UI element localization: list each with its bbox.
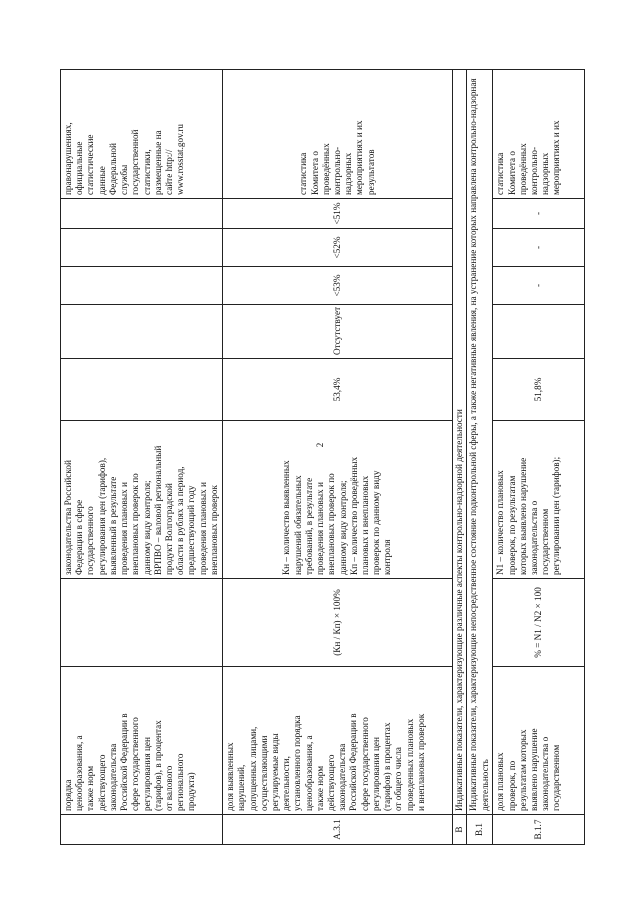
cell-top-v7	[61, 267, 223, 305]
cell-a31-v8: <52%	[223, 229, 453, 267]
cell-a31-code: А.3.1	[223, 815, 453, 845]
cell-a31-formula: (Кн / Кп) × 100%	[223, 579, 453, 667]
cell-b17-v9: -	[493, 199, 585, 229]
table-row-b17	[493, 70, 585, 845]
cell-top-formula	[61, 579, 223, 667]
rotated-table-container	[60, 70, 574, 845]
cell-top-source: правонарушениях, официальные статистические данные Федеральной службы государственной статистики, размещенные на сайте http:// www.rosstat.gov.ru	[61, 70, 223, 199]
cell-b17-v7: -	[493, 267, 585, 305]
cell-top-v9	[61, 199, 223, 229]
cell-b-text: Индикативные показатели, характеризующие различные аспекты контрольно-надзорной деятельности	[453, 70, 467, 815]
cell-top-v8	[61, 229, 223, 267]
cell-b-code: В	[453, 815, 467, 845]
cell-top-name: порядка ценообразования, а также норм действующего законодательства Российской Федерации в сфере государственного регулирования цен (тарифов), в процентах от валового регионального продукта)	[61, 667, 223, 815]
cell-top-code	[61, 815, 223, 845]
cell-a31-name: доля выявленных нарушений, допущенных лицами, осуществляющими регулируемые виды деятельности, установленного порядка ценообразования, а также норм действующего законодательства Российской Федерации в сфере государственного регулирования цен (тарифов) в процентах от общего числа проведенных плановых и внеплановых проверок	[223, 667, 453, 815]
cell-a31-v6: Отсутствует	[223, 305, 453, 359]
cell-b17-name: доля плановых проверок, по результатам которых выявлено нарушение законодательства о государственном	[493, 667, 585, 815]
cell-a31-v7: <53%	[223, 267, 453, 305]
table-row-a31	[223, 70, 453, 845]
indicators-table	[60, 69, 585, 845]
cell-b17-description: N1 – количество плановых проверок, по результатам которых выявлено нарушение законодательства о государственном регулировании цен (тарифов);	[493, 421, 585, 579]
cell-a31-source: статистика Комитета о проведённых контрольно- надзорных мероприятиях и их результатов	[223, 70, 453, 199]
cell-b17-v6	[493, 305, 585, 359]
table-row-b	[453, 70, 467, 845]
cell-top-description: законодательства Российской Федерации в сфере государственного регулирования цен (тарифов), выявленный в результате проведения плановых и внеплановых проверок по данному виду контроля; ВРПВО – валовой региональный продукт Волгоградской области в рублях за период, предшествующий году проведения плановых и внеплановых проверок	[61, 421, 223, 579]
cell-b17-v8: -	[493, 229, 585, 267]
cell-top-value	[61, 359, 223, 421]
cell-b1-code: В.1	[467, 815, 493, 845]
cell-a31-v9: <51%	[223, 199, 453, 229]
table-row-b1	[467, 70, 493, 845]
cell-top-v6	[61, 305, 223, 359]
cell-a31-value: 53,4%	[223, 359, 453, 421]
cell-a31-description: Кн – количество выявленных нарушений обязательных требований, в результате проведения плановых и внеплановых проверок по данному виду контроля; Кп – количество проведённых плановых и внеплановых проверок по данному виду контроля	[223, 421, 453, 579]
table-row-top	[61, 70, 223, 845]
cell-b17-code: В.1.7	[493, 815, 585, 845]
cell-b1-text: Индикативные показатели, характеризующие непосредственное состояние подконтрольной сферы, а также негативные явления, на устранение которых направлена контрольно-надзорная деятельность	[467, 70, 493, 815]
cell-b17-formula: % = N1 / N2 × 100	[493, 579, 585, 667]
cell-b17-value: 51,8%	[493, 359, 585, 421]
page-number: 2	[315, 442, 325, 448]
cell-b17-source: статистика Комитета о проведённых контрольно- надзорных мероприятиях и их	[493, 70, 585, 199]
